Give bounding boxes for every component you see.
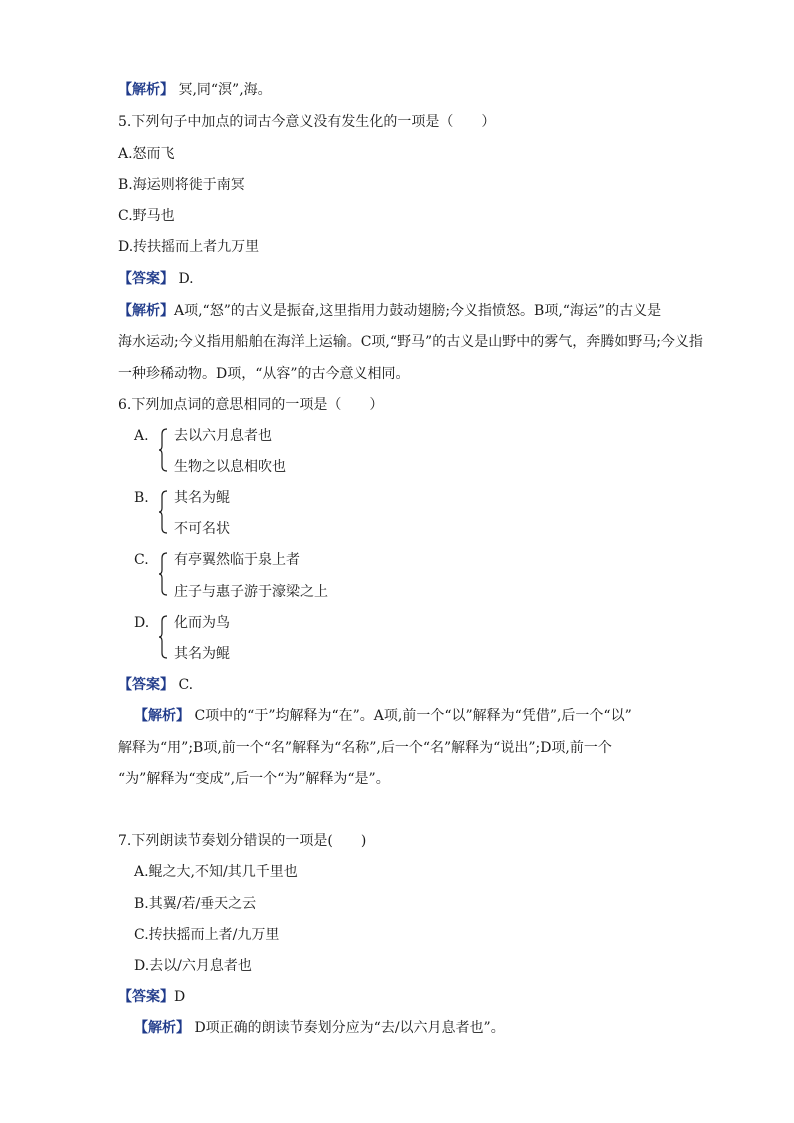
q7-analysis [134,1018,505,1038]
q5-answer [118,269,194,289]
brace-icon [158,615,168,659]
q5-analysis-label: 【解析】 [118,303,174,319]
q4-analysis-text: 冥,同“溟”,海。 [174,82,272,98]
q6-option-c-line2: 庄子与惠子游于濠梁之上 [174,584,328,600]
q6-option-a-line1: 去以六月息者也 [174,428,272,444]
q7-stem: 7.下列朗读节奏划分错误的一项是( ) [118,833,367,849]
q6-answer-text: C. [174,677,194,693]
q6-option-a-line2: 生物之以息相吹也 [174,459,286,475]
brace-icon [158,490,168,534]
q7-option-b: B.其翼/若/垂天之云 [134,896,257,912]
q5-option-a: A.怒而飞 [118,146,175,162]
q6-analysis-text-1: C项中的“于”均解释为“在”。A项,前一个“以”解释为“凭借”,后一个“以” [190,708,632,724]
brace-icon [158,552,168,596]
q6-analysis-line-3: “为”解释为“变成”,后一个“为”解释为“是”。 [118,771,390,787]
q7-option-a: A.鲲之大,不知/其几千里也 [134,864,298,880]
q6-analysis-line-2: 解释为“用”;B项,前一个“名”解释为“名称”,后一个“名”解释为“说出”;D项,前一个 [118,740,612,756]
q5-option-b: B.海运则将徙于南冥 [118,177,245,193]
q6-option-a-letter: A. [134,428,149,444]
q5-option-d: D.抟扶摇而上者九万里 [118,239,260,255]
q7-analysis-label: 【解析】 [134,1020,190,1036]
q6-option-c-line1: 有亭翼然临于泉上者 [174,552,300,568]
q6-analysis-line-1 [134,706,632,726]
q7-answer [118,987,185,1007]
q5-option-c: C.野马也 [118,208,175,224]
q4-analysis-label: 【解析】 [118,82,174,98]
q6-option-d-letter: D. [134,615,150,631]
q6-analysis-label: 【解析】 [134,708,190,724]
q6-option-d-line1: 化而为鸟 [174,615,230,631]
q6-answer [118,675,193,695]
q5-analysis-line-3: 一种珍稀动物。D项，“从容”的古今意义相同。 [118,366,410,382]
q7-option-d: D.去以/六月息者也 [134,958,252,974]
q5-stem: 5.下列句子中加点的词古今意义没有发生化的一项是（ ） [118,114,496,130]
q7-answer-label: 【答案】 [118,989,174,1005]
brace-icon [158,428,168,472]
q5-analysis-line-2: 海水运动;今义指用船舶在海洋上运输。C项,“野马”的古义是山野中的雾气，奔腾如野马;今义指 [118,334,703,350]
q5-answer-text: D. [174,271,194,287]
q4-analysis [118,80,272,100]
q6-option-c-letter: C. [134,552,149,568]
q6-stem: 6.下列加点词的意思相同的一项是（ ） [118,397,384,413]
q5-analysis-line-1 [118,301,661,321]
q6-option-b-letter: B. [134,490,149,506]
q5-answer-label: 【答案】 [118,271,174,287]
q7-option-c: C.抟扶摇而上者/九万里 [134,927,280,943]
q7-answer-text: D [174,989,186,1005]
q6-answer-label: 【答案】 [118,677,174,693]
q6-option-b-line2: 不可名状 [174,521,230,537]
q6-option-d-line2: 其名为鲲 [174,646,230,662]
q6-option-b-line1: 其名为鲲 [174,490,230,506]
q5-analysis-text-1: A项,“怒”的古义是振奋,这里指用力鼓动翅膀;今义指愤怒。B项,“海运”的古义是 [174,303,662,319]
q7-analysis-text: D项正确的朗读节奏划分应为“去/以六月息者也”。 [190,1020,505,1036]
